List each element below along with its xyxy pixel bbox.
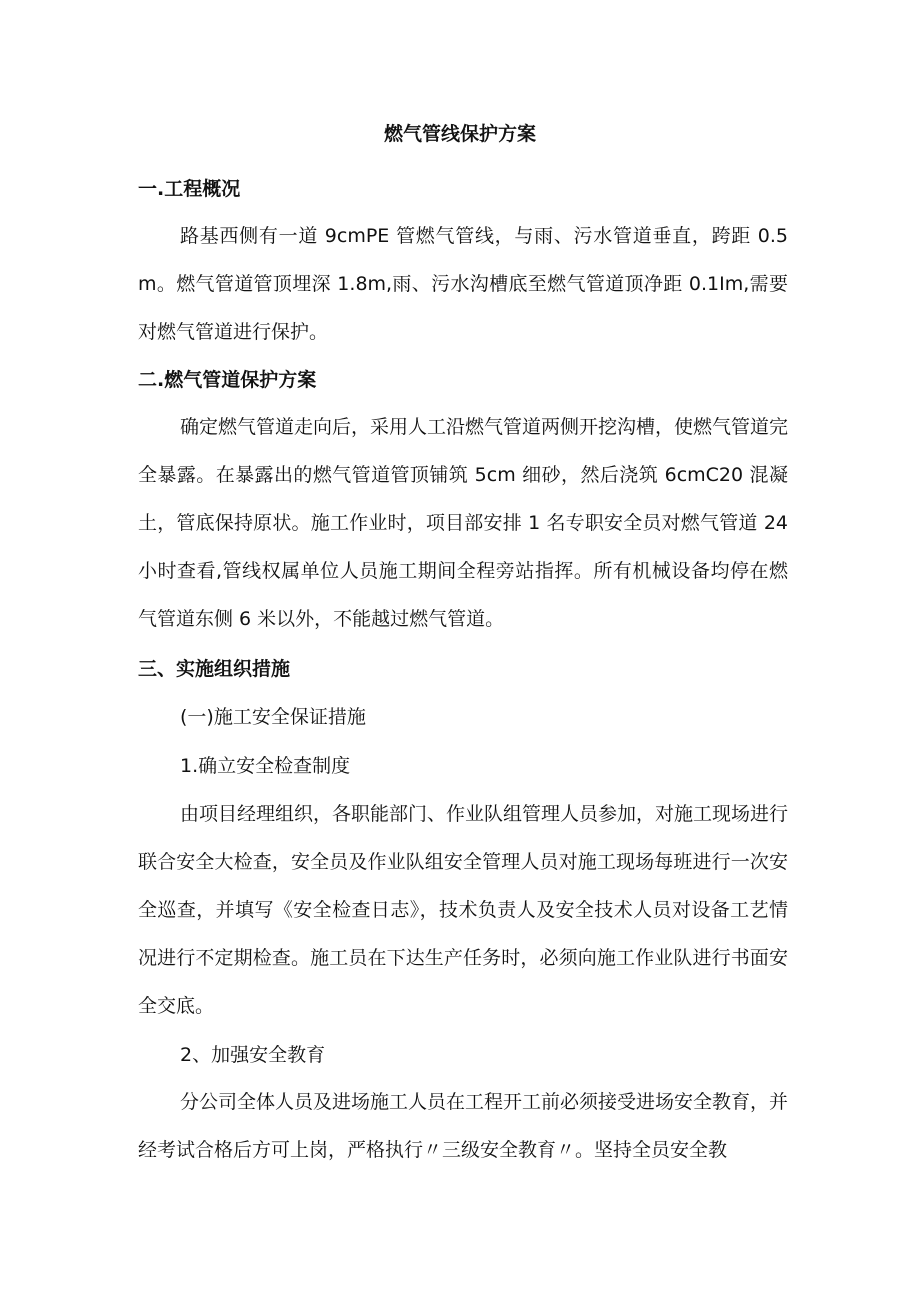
item-inspection-system: 1.确立安全检查制度 — [180, 755, 351, 777]
section-heading-overview: 一.工程概况 — [138, 178, 241, 200]
item-safety-education: 2、加强安全教育 — [180, 1044, 326, 1066]
subheading-safety-measures: (一)施工安全保证措施 — [180, 706, 366, 728]
overview-paragraph: 路基西侧有一道 9cmPE 管燃气管线，与雨、污水管道垂直，跨距 0.5m。燃气管道管顶埋深 1.8m,雨、污水沟槽底至燃气管道顶净距 0.1Im,需要对燃气管道进行保护。 — [138, 225, 788, 343]
safety-education-paragraph: 分公司全体人员及进场施工人员在工程开工前必须接受进场安全教育，并经考试合格后方可上岗，严格执行〃三级安全教育〃。坚持全员安全教 — [138, 1091, 789, 1161]
protection-plan-paragraph: 确定燃气管道走向后，采用人工沿燃气管道两侧开挖沟槽，使燃气管道完全暴露。在暴露出的燃气管道管顶铺筑 5cm 细砂，然后浇筑 6cmC20 混凝土，管底保持原状。施工作业时，项目部安排 1 名专职安全员对燃气管道 24 小时查看,管线权属单位人员施工期间全程旁站指挥。所有机械设备均停在燃气管道东侧 6 米以外，不能越过燃气管道。 — [138, 416, 789, 630]
inspection-system-paragraph: 由项目经理组织，各职能部门、作业队组管理人员参加，对施工现场进行联合安全大检查，安全员及作业队组安全管理人员对施工现场每班进行一次安全巡查，并填写《安全检查日志》，技术负责人及安全技术人员对设备工艺情况进行不定期检查。施工员在下达生产任务时，必须向施工作业队进行书面安全交底。 — [138, 803, 789, 1017]
section-heading-protection-plan: 二.燃气管道保护方案 — [138, 369, 317, 391]
document-title: 燃气管线保护方案 — [383, 123, 536, 145]
section-heading-implementation: 三、实施组织措施 — [138, 658, 291, 680]
